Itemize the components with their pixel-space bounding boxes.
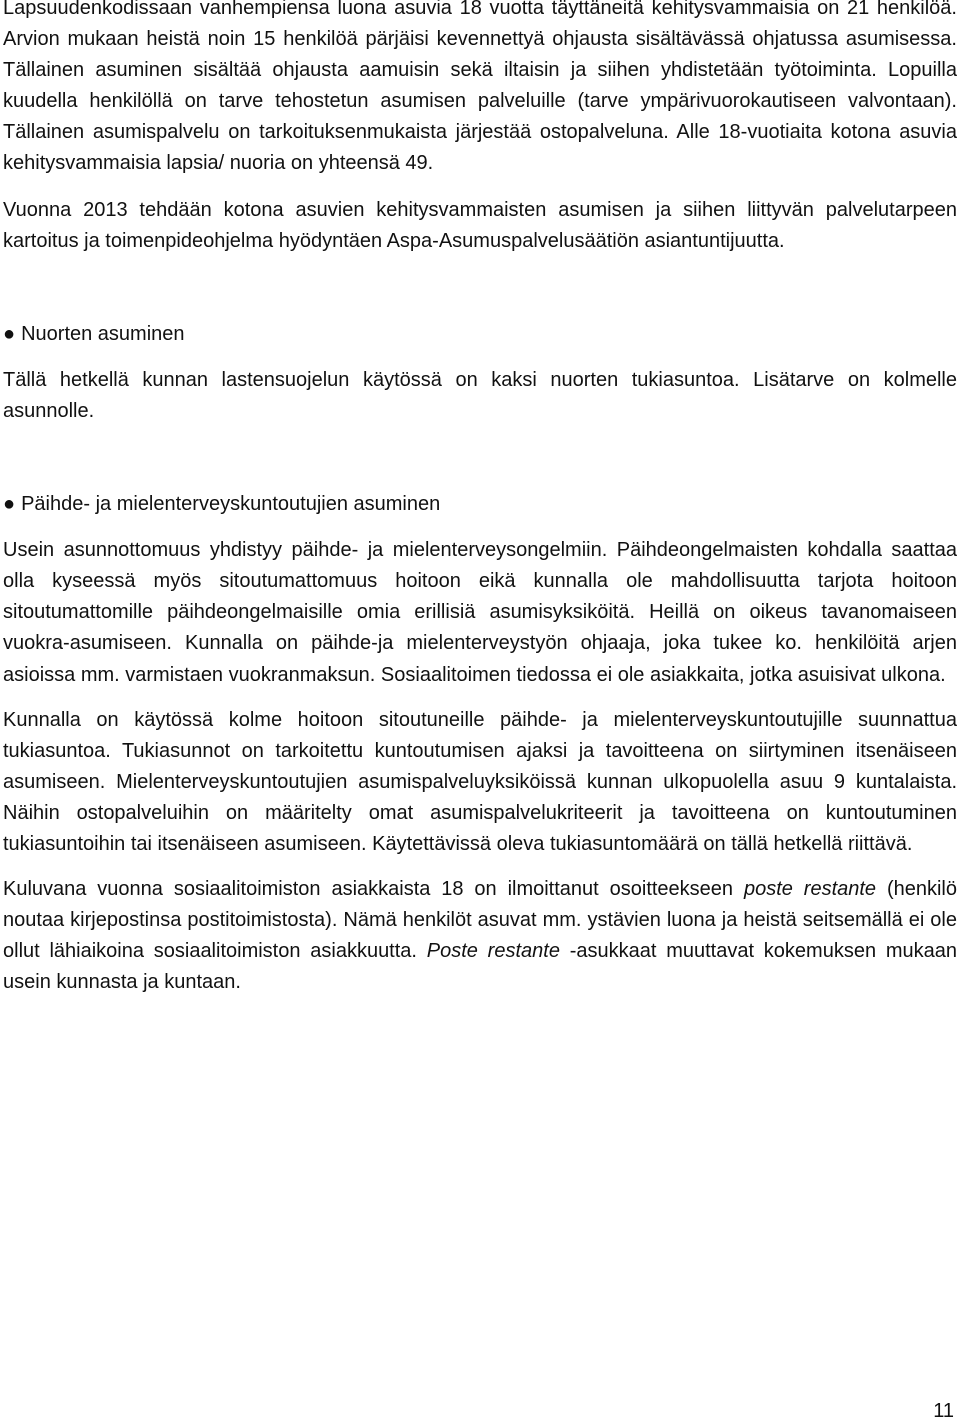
paragraph-intellectual-disability-housing: Lapsuudenkodissaan vanhempiensa luona asuvia 18 vuotta täyttäneitä kehitysvammaisia on 21 henkilöä. Arvion mukaan heistä noin 15 henkilöä pärjäisi kevennettyä ohjausta sisältävässä ohjatussa asumisessa. Tällainen asuminen sisältää ohjausta aamuisin sekä iltaisin ja siihen yhdistetään työtoiminta. Lopuilla kuudella henkilöllä on tarve tehostetun asumisen palveluille (tarve ympärivuorokautiseen valvontaan). Tällainen asumispalvelu on tarkoituksenmukaista järjestää ostopalveluna. Alle 18-vuotiaita kotona asuvia kehitysvammaisia lapsia/ nuoria on yhteensä 49. xyxy=(3,0,957,175)
bullet-icon: ● xyxy=(3,493,16,516)
page-number: 11 xyxy=(933,1400,954,1422)
paragraph-2013-survey: Vuonna 2013 tehdään kotona asuvien kehitysvammaisten asumisen ja siihen liittyvän palvelutarpeen kartoitus ja toimenpideohjelma hyödyntäen Aspa-Asumuspalvelusäätiön asiantuntijuutta. xyxy=(3,198,957,252)
poste-restante-italic-2: Poste restante xyxy=(426,940,560,963)
paragraph-youth-housing: Tällä hetkellä kunnan lastensuojelun käytössä on kaksi nuorten tukiasuntoa. Lisätarve on kolmelle asunnolle. xyxy=(3,368,957,422)
paragraph-support-apartments: Kunnalla on käytössä kolme hoitoon sitoutuneille päihde- ja mielenterveyskuntoutujille suunnattua tukiasuntoa. Tukiasunnot on tarkoitettu kuntoutumisen ajaksi ja tavoitteena on siirtyminen itsenäiseen asumiseen. Mielenterveyskuntoutujien asumispalveluyksiköissä kunnan ulkopuolella asuu 9 kuntalaista. Näihin ostopalveluihin on määritelty omat asumispalvelukriteerit ja tavoitteena on kuntoutuminen tukiasuntoihin tai itsenäiseen asumiseen. Käytettävissä oleva tukiasuntomäärä on tällä hetkellä riittävä. xyxy=(3,708,957,855)
paragraph-homelessness: Usein asunnottomuus yhdistyy päihde- ja mielenterveysongelmiin. Päihdeongelmaisten kohdalla saattaa olla kyseessä myös sitoutumattomuus hoitoon eikä kunnalla ole mahdollisuutta tarjota hoitoon sitoutumattomille päihdeongelmaisille omia erillisiä asumisyksiköitä. Heillä on oikeus tavanomaiseen vuokra-asumiseen. Kunnalla on päihde-ja mielenterveystyön ohjaaja, joka tukee ko. henkilöitä arjen asioissa mm. varmistaen vuokranmaksun. Sosiaalitoimen tiedossa ei ole asiakkaita, jotka asuisivat ulkona. xyxy=(3,539,957,686)
bullet-icon: ● xyxy=(3,322,16,345)
heading-substance-text: Päihde- ja mielenterveyskuntoutujien asuminen xyxy=(21,493,441,516)
heading-youth-housing-text: Nuorten asuminen xyxy=(21,322,185,345)
paragraph-poste-restante xyxy=(3,874,957,998)
poste-restante-text-1: Kuluvana vuonna sosiaalitoimiston asiakkaista 18 on ilmoittanut osoitteekseen xyxy=(3,878,744,901)
poste-restante-italic-1: poste restante xyxy=(743,878,877,901)
heading-youth-housing xyxy=(3,319,957,350)
poste-restante-text-2: (henkilö noutaa kirjepostinsa postitoimistosta). Nämä henkilöt asuvat mm. ystävien luona ja heistä seitsemällä ei ole ollut lähiaikoina sosiaalitoimiston asiakkuutta. xyxy=(3,878,957,963)
document-page xyxy=(3,0,957,998)
poste-restante-text-3: -asukkaat muuttavat kokemuksen mukaan usein kunnasta ja kuntaan. xyxy=(3,940,958,994)
heading-substance-mental-health-housing xyxy=(3,489,957,520)
